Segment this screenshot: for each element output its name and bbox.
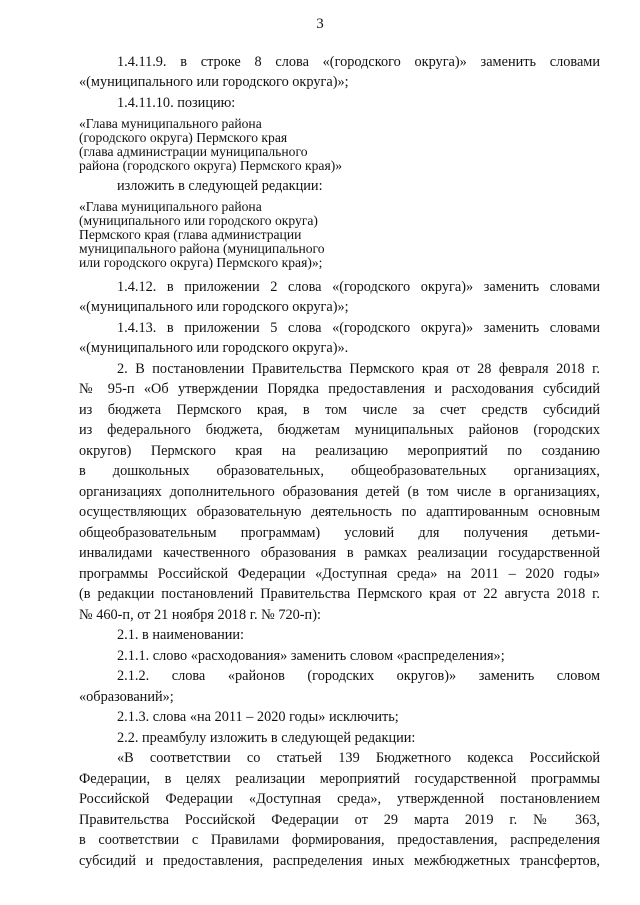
paragraph-line: № 95-п «Об утверждении Порядка предоставления и расходования субсидий	[79, 381, 600, 397]
paragraph-line: в соответствии с Правилами формирования, предоставления, распределения	[79, 832, 600, 848]
paragraph-line: (в редакции постановлений Правительства Пермского края от 22 августа 2018 г.	[79, 586, 600, 602]
quote-new-line: муниципального района (муниципального	[79, 241, 325, 256]
paragraph-line: 1.4.12. в приложении 2 слова «(городского округа)» заменить словами	[117, 279, 600, 295]
paragraph-line: «(муниципального или городского округа)»;	[79, 74, 349, 90]
paragraph-line: «образований»;	[79, 689, 174, 705]
paragraph-line: общеобразовательным программам) условий для получения детьми-	[79, 525, 600, 541]
paragraph-line: 1.4.13. в приложении 5 слова «(городского округа)» заменить словами	[117, 320, 600, 336]
paragraph-line: осуществляющих образовательную деятельность по адаптированным основным	[79, 504, 600, 520]
paragraph-line: субсидий и предоставления, распределения иных межбюджетных трансфертов,	[79, 853, 600, 869]
paragraph-line: «(муниципального или городского округа)»;	[79, 299, 349, 315]
quote-new-line: «Глава муниципального района	[79, 199, 262, 214]
page-number: 3	[316, 16, 324, 32]
paragraph-line: программы Российской Федерации «Доступная среда» на 2011 – 2020 годы»	[79, 566, 600, 582]
paragraph-line: 2.1.3. слова «на 2011 – 2020 годы» исключить;	[117, 709, 399, 725]
paragraph-line: № 460-п, от 21 ноября 2018 г. № 720-п):	[79, 607, 321, 623]
paragraph-line: в дошкольных образовательных, общеобразовательных организациях,	[79, 463, 600, 479]
quote-new-line: Пермского края (глава администрации	[79, 227, 302, 242]
paragraph-line: «В соответствии со статьей 139 Бюджетного кодекса Российской	[117, 750, 600, 766]
paragraph-line: 2.1.2. слова «районов (городских округов)» заменить словом	[117, 668, 600, 684]
paragraph-line: инвалидами качественного образования в рамках реализации государственной	[79, 545, 600, 561]
quote-new-line: (муниципального или городского округа)	[79, 213, 318, 228]
paragraph-line: из федерального бюджета, бюджетам муниципальных районов (городских	[79, 422, 600, 438]
quote-new-line: или городского округа) Пермского края)»;	[79, 255, 323, 270]
paragraph-line: из бюджета Пермского края, в том числе за счет средств субсидий	[79, 402, 600, 418]
paragraph-line: Федерации, в целях реализации мероприятий государственной программы	[79, 771, 600, 787]
quote-old-line: (городского округа) Пермского края	[79, 130, 288, 145]
quote-old-line: района (городского округа) Пермского края)»	[79, 158, 343, 173]
paragraph-line: изложить в следующей редакции:	[117, 178, 323, 194]
paragraph-line: 1.4.11.10. позицию:	[117, 95, 236, 111]
paragraph-line: 2.1.1. слово «расходования» заменить словом «распределения»;	[117, 648, 505, 664]
paragraph-line: организациях дополнительного образования детей (в том числе в организациях,	[79, 484, 600, 500]
paragraph-line: 1.4.11.9. в строке 8 слова «(городского округа)» заменить словами	[117, 54, 600, 70]
paragraph-line: Российской Федерации «Доступная среда», утвержденной постановлением	[79, 791, 600, 807]
paragraph-line: 2.2. преамбулу изложить в следующей редакции:	[117, 730, 416, 746]
paragraph-line: 2.1. в наименовании:	[117, 627, 245, 643]
paragraph-line: 2. В постановлении Правительства Пермского края от 28 февраля 2018 г.	[117, 361, 600, 377]
paragraph-line: округов) Пермского края на реализацию мероприятий по созданию	[79, 443, 600, 459]
quote-old-line: «Глава муниципального района	[79, 116, 262, 131]
quote-old-line: (глава администрации муниципального	[79, 144, 308, 159]
paragraph-line: Правительства Российской Федерации от 29 марта 2019 г. № 363,	[79, 812, 600, 828]
paragraph-line: «(муниципального или городского округа)».	[79, 340, 349, 356]
